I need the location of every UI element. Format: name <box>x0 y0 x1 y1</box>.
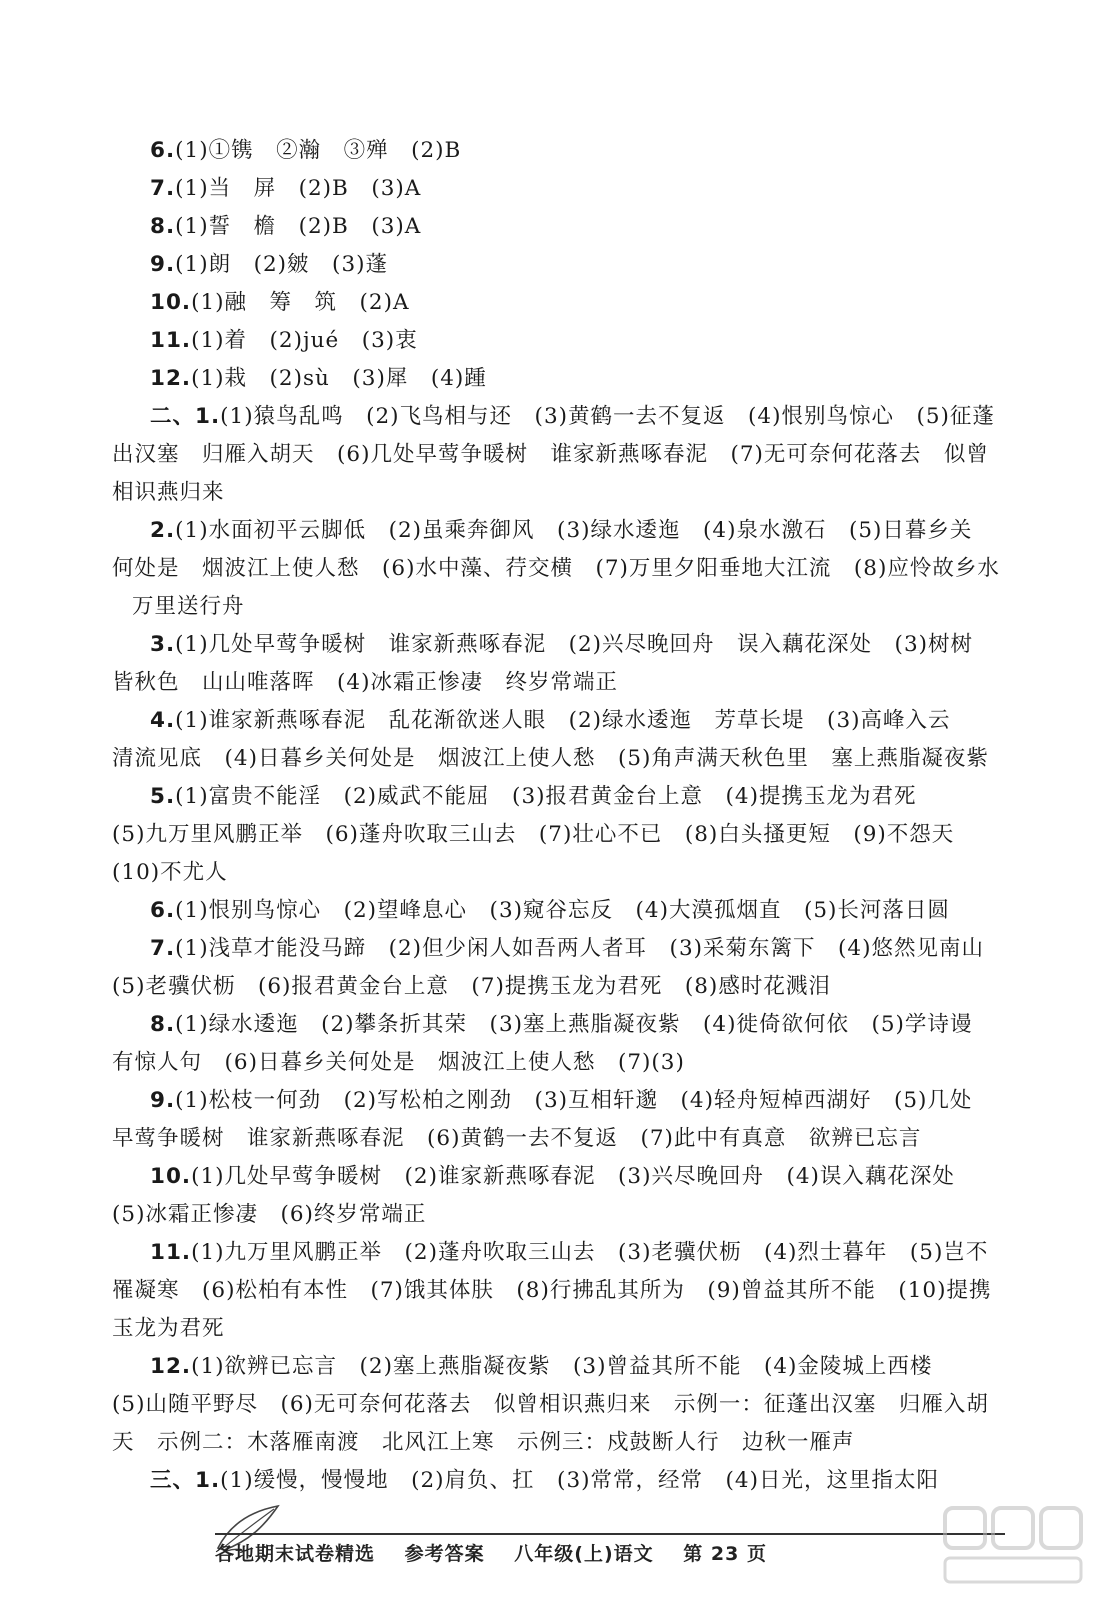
answer-line <box>112 1120 1012 1158</box>
answer-text: (5)山随平野尽 (6)无可奈何花落去 似曾相识燕归来 示例一：征蓬出汉塞 归雁入胡 <box>112 1392 989 1417</box>
answer-line <box>112 1006 1012 1044</box>
answer-line <box>112 1348 1012 1386</box>
question-number: 二、1. <box>150 404 221 429</box>
answer-line <box>112 246 1012 284</box>
answer-text: (1)缓慢，慢慢地 (2)肩负、扛 (3)常常，经常 (4)日光，这里指太阳 <box>220 1468 939 1493</box>
question-number: 9. <box>150 252 176 277</box>
answer-line <box>112 436 1012 474</box>
answer-line <box>112 892 1012 930</box>
answer-text: (1)猿鸟乱鸣 (2)飞鸟相与还 (3)黄鹤一去不复返 (4)恨别鸟惊心 (5)征蓬 <box>220 404 995 429</box>
answer-text: (1)栽 (2)sù (3)犀 (4)踵 <box>191 366 487 391</box>
answer-line <box>112 170 1012 208</box>
answer-text: (10)不尤人 <box>112 860 228 885</box>
question-number: 8. <box>150 214 176 239</box>
question-number: 2. <box>150 518 176 543</box>
answer-text: (1)绿水逶迤 (2)攀条折其荣 (3)塞上燕脂凝夜紫 (4)徙倚欲何依 (5)学诗谩 <box>175 1012 973 1037</box>
answer-text: (1)当 屏 (2)B (3)A <box>175 176 422 201</box>
answer-line <box>112 702 1012 740</box>
answer-text: (1)几处早莺争暖树 (2)谁家新燕啄春泥 (3)兴尽晚回舟 (4)误入藕花深处 <box>191 1164 955 1189</box>
answer-line <box>112 968 1012 1006</box>
answer-text: (1)谁家新燕啄春泥 乱花渐欲迷人眼 (2)绿水逶迤 芳草长堤 (3)高峰入云 <box>175 708 951 733</box>
answer-line <box>112 512 1012 550</box>
answer-line <box>112 1082 1012 1120</box>
answer-line <box>112 664 1012 702</box>
answer-text: (1)浅草才能没马蹄 (2)但少闲人如吾两人者耳 (3)采菊东篱下 (4)悠然见南山 <box>175 936 984 961</box>
answer-line <box>112 588 1012 626</box>
answer-line <box>112 1158 1012 1196</box>
answer-text: (1)松枝一何劲 (2)写松柏之刚劲 (3)互相轩邈 (4)轻舟短棹西湖好 (5)几处 <box>175 1088 973 1113</box>
answer-line <box>112 816 1012 854</box>
watermark-logo-icon <box>939 1500 1089 1590</box>
answer-text: (1)朗 (2)皴 (3)蓬 <box>175 252 389 277</box>
answer-line <box>112 1386 1012 1424</box>
answer-text: 相识燕归来 <box>112 480 225 505</box>
answer-line <box>112 778 1012 816</box>
answer-text: (5)九万里风鹏正举 (6)蓬舟吹取三山去 (7)壮心不已 (8)白头搔更短 (9)不怨天 <box>112 822 955 847</box>
answer-text: 何处是 烟波江上使人愁 (6)水中藻、荇交横 (7)万里夕阳垂地大江流 (8)应怜故乡水 <box>112 556 1000 581</box>
answer-text: (1)恨别鸟惊心 (2)望峰息心 (3)窥谷忘反 (4)大漠孤烟直 (5)长河落日圆 <box>175 898 950 923</box>
answer-text: (1)欲辨已忘言 (2)塞上燕脂凝夜紫 (3)曾益其所不能 (4)金陵城上西楼 <box>191 1354 933 1379</box>
answer-line <box>112 1424 1012 1462</box>
answer-line <box>112 474 1012 512</box>
question-number: 6. <box>150 898 176 923</box>
answer-line <box>112 1272 1012 1310</box>
answer-text: (1)①镌 ②瀚 ③殚 (2)B <box>175 138 462 163</box>
question-number: 3. <box>150 632 176 657</box>
answer-line <box>112 550 1012 588</box>
question-number: 10. <box>150 1164 192 1189</box>
answer-text: 早莺争暖树 谁家新燕啄春泥 (6)黄鹤一去不复返 (7)此中有真意 欲辨已忘言 <box>112 1126 922 1151</box>
answer-text: 罹凝寒 (6)松柏有本性 (7)饿其体肤 (8)行拂乱其所为 (9)曾益其所不能 (10)提携 <box>112 1278 992 1303</box>
answer-line <box>112 284 1012 322</box>
answer-line <box>112 854 1012 892</box>
answer-line <box>112 930 1012 968</box>
answer-text: (5)冰霜正惨凄 (6)终岁常端正 <box>112 1202 427 1227</box>
question-number: 7. <box>150 936 176 961</box>
question-number: 12. <box>150 1354 192 1379</box>
answer-text: 有惊人句 (6)日暮乡关何处是 烟波江上使人愁 (7)(3) <box>112 1050 685 1075</box>
answer-line <box>112 398 1012 436</box>
answer-text: (1)九万里风鹏正举 (2)蓬舟吹取三山去 (3)老骥伏枥 (4)烈士暮年 (5)岂不 <box>191 1240 989 1265</box>
answer-line <box>112 1196 1012 1234</box>
footer-grade: 八年级(上)语文 <box>514 1543 654 1565</box>
answer-text: (1)誓 檐 (2)B (3)A <box>175 214 422 239</box>
answer-line <box>112 1310 1012 1348</box>
answer-text: (5)老骥伏枥 (6)报君黄金台上意 (7)提携玉龙为君死 (8)感时花溅泪 <box>112 974 831 999</box>
footer-section: 参考答案 <box>404 1543 485 1565</box>
answer-line <box>112 1044 1012 1082</box>
footer-book-title: 各地期末试卷精选 <box>215 1543 376 1565</box>
question-number: 8. <box>150 1012 176 1037</box>
answer-text: (1)着 (2)jué (3)衷 <box>191 328 418 353</box>
answer-text: 出汉塞 归雁入胡天 (6)几处早莺争暖树 谁家新燕啄春泥 (7)无可奈何花落去 似曾 <box>112 442 989 467</box>
question-number: 12. <box>150 366 192 391</box>
answer-line <box>112 322 1012 360</box>
answer-text: 万里送行舟 <box>132 594 245 619</box>
answer-line <box>112 360 1012 398</box>
answer-line <box>112 1234 1012 1272</box>
answer-text: 清流见底 (4)日暮乡关何处是 烟波江上使人愁 (5)角声满天秋色里 塞上燕脂凝夜紫 <box>112 746 989 771</box>
question-number: 6. <box>150 138 176 163</box>
answer-text: (1)水面初平云脚低 (2)虽乘奔御风 (3)绿水逶迤 (4)泉水激石 (5)日暮乡关 <box>175 518 973 543</box>
answer-list <box>112 132 1012 1500</box>
answer-text: (1)融 筹 筑 (2)A <box>191 290 410 315</box>
question-number: 三、1. <box>150 1468 221 1493</box>
answer-line <box>112 132 1012 170</box>
answer-line <box>112 1462 1012 1500</box>
question-number: 9. <box>150 1088 176 1113</box>
answer-text: 天 示例二：木落雁南渡 北风江上寒 示例三：戍鼓断人行 边秋一雁声 <box>112 1430 855 1455</box>
answer-text: 皆秋色 山山唯落晖 (4)冰霜正惨凄 终岁常端正 <box>112 670 618 695</box>
question-number: 4. <box>150 708 176 733</box>
answer-text: (1)富贵不能淫 (2)威武不能屈 (3)报君黄金台上意 (4)提携玉龙为君死 <box>175 784 917 809</box>
page-footer <box>215 1533 1005 1569</box>
answer-line <box>112 626 1012 664</box>
answer-line <box>112 208 1012 246</box>
footer-page-number: 第 23 页 <box>683 1543 767 1565</box>
answer-line <box>112 740 1012 778</box>
question-number: 5. <box>150 784 176 809</box>
question-number: 7. <box>150 176 176 201</box>
question-number: 10. <box>150 290 192 315</box>
answer-text: 玉龙为君死 <box>112 1316 225 1341</box>
question-number: 11. <box>150 1240 192 1265</box>
question-number: 11. <box>150 328 192 353</box>
answer-text: (1)几处早莺争暖树 谁家新燕啄春泥 (2)兴尽晚回舟 误入藕花深处 (3)树树 <box>175 632 974 657</box>
